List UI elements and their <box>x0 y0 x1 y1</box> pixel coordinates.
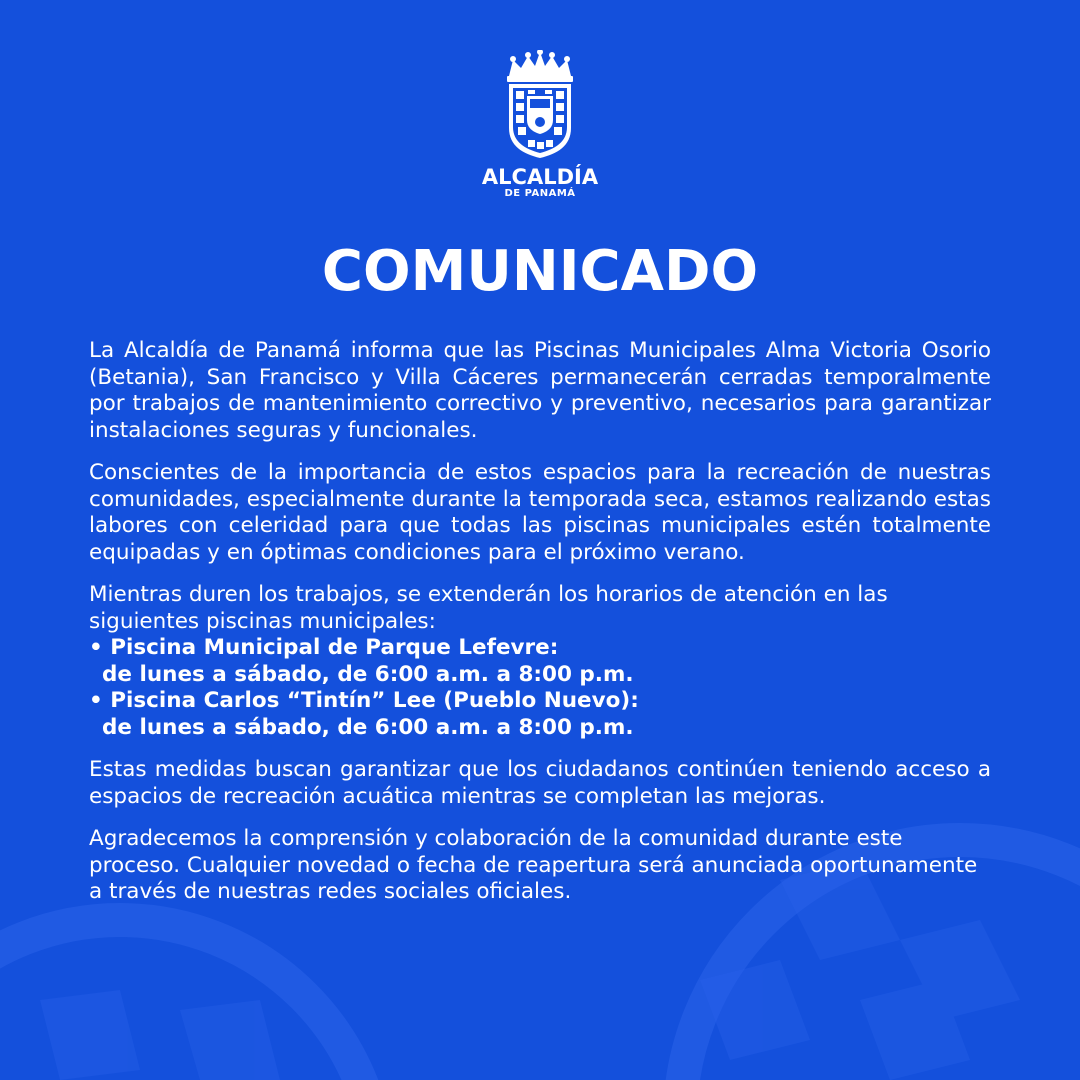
schedule-section <box>89 582 991 741</box>
pool-name: • Piscina Carlos “Tintín” Lee (Pueblo Nuevo): <box>89 688 639 713</box>
paragraph-importance: Conscientes de la importancia de estos espacios para la recreación de nuestras comunidades, especialmente durante la temporada seca, estamos realizando estas labores con celeridad para que todas las piscinas municipales estén totalmente equipadas y en óptimas condiciones para el próximo verano. <box>89 460 991 565</box>
announcement-body <box>89 338 991 922</box>
logo-name: ALCALDÍA <box>481 165 599 189</box>
coat-of-arms-icon <box>501 50 579 160</box>
pool-name: • Piscina Municipal de Parque Lefevre: <box>89 635 559 660</box>
pool-hours: de lunes a sábado, de 6:00 a.m. a 8:00 p.m. <box>102 714 634 740</box>
page-title: COMUNICADO <box>321 239 759 304</box>
schedule-intro: Mientras duren los trabajos, se extenderán los horarios de atención en las siguientes piscinas municipales: <box>89 582 888 634</box>
paragraph-closure: La Alcaldía de Panamá informa que las Piscinas Municipales Alma Victoria Osorio (Betania), San Francisco y Villa Cáceres permanecerán cerradas temporalmente por trabajos de mantenimiento correctivo y preventivo, necesarios para garantizar instalaciones seguras y funcionales. <box>89 338 991 443</box>
paragraph-thanks: Agradecemos la comprensión y colaboración de la comunidad durante este proceso. Cualquier novedad o fecha de reapertura será anunciada oportunamente a través de nuestras redes sociales oficiales. <box>89 826 978 904</box>
paragraph-measures: Estas medidas buscan garantizar que los ciudadanos continúen teniendo acceso a espacios de recreación acuática mientras se completan las mejoras. <box>89 757 991 809</box>
logo-subtitle: DE PANAMÁ <box>504 188 576 199</box>
alcaldia-logo <box>0 50 1080 200</box>
pool-hours: de lunes a sábado, de 6:00 a.m. a 8:00 p.m. <box>102 661 634 687</box>
